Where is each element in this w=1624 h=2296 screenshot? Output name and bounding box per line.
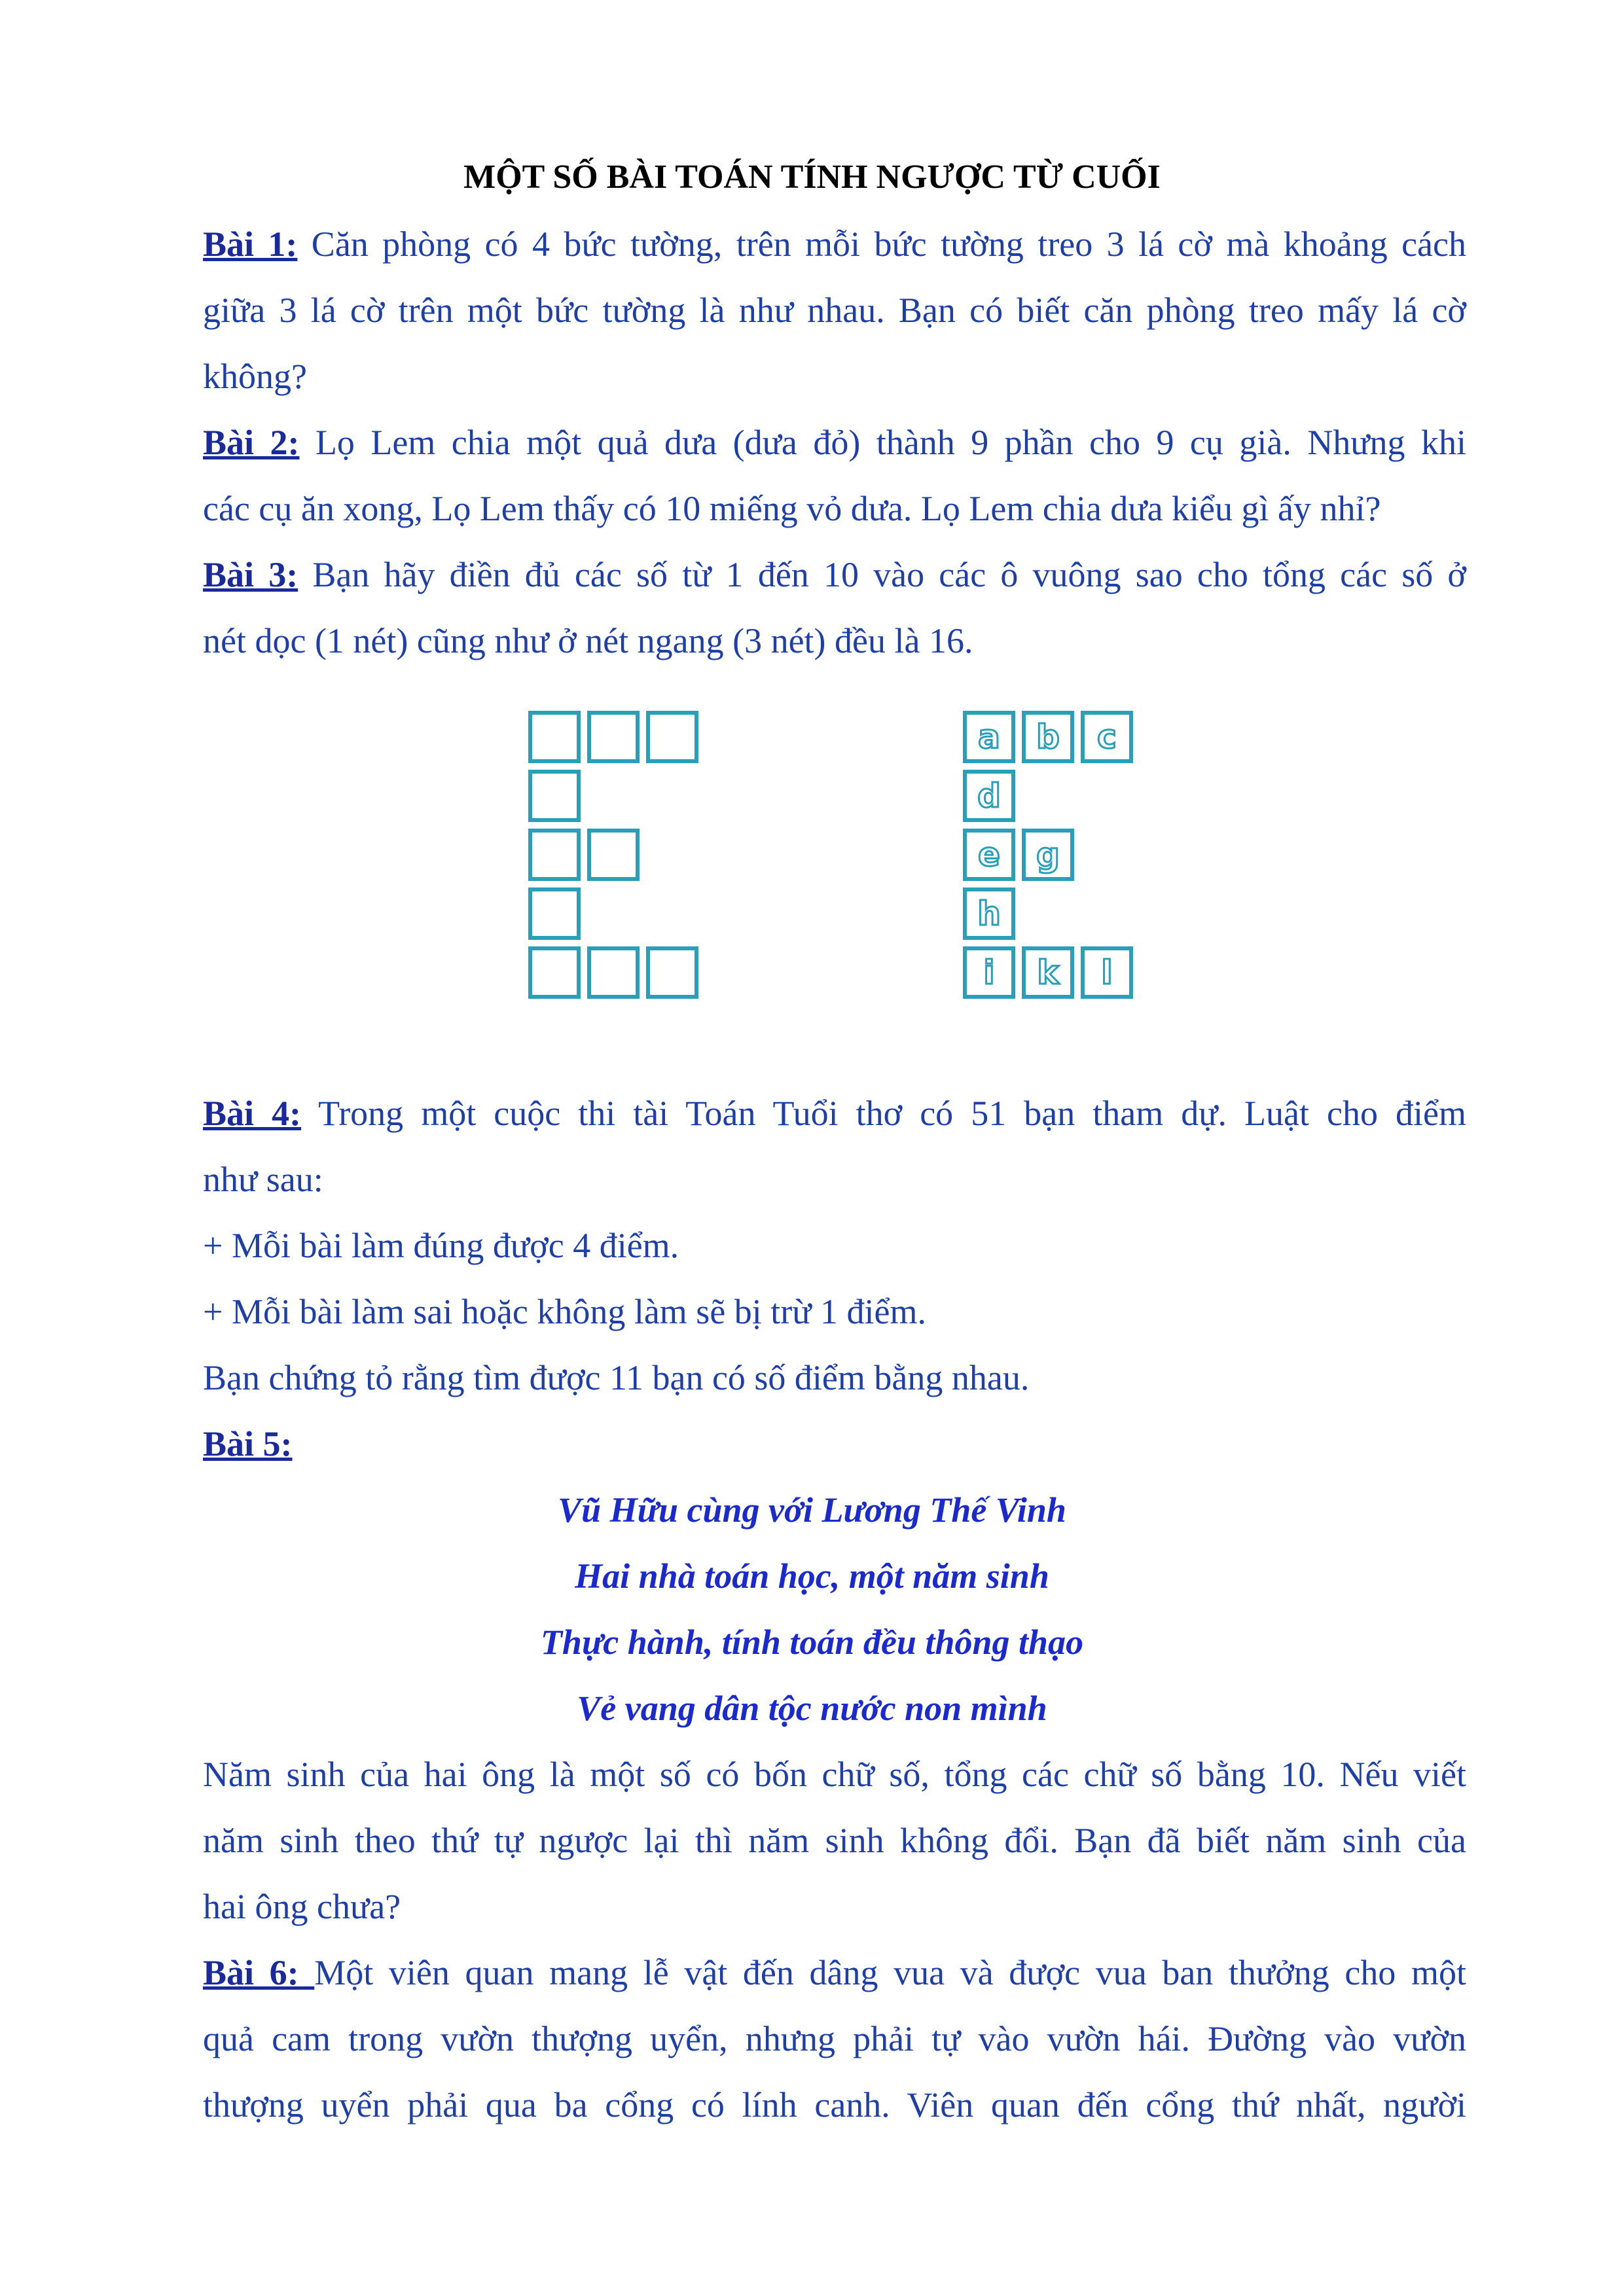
grid-cell-h: h — [963, 888, 1015, 940]
grid-cell-e: e — [963, 829, 1015, 881]
grid-cell-a: a — [963, 711, 1015, 763]
document-title: MỘT SỐ BÀI TOÁN TÍNH NGƯỢC TỪ CUỐI — [463, 158, 1161, 196]
bai4-line-3: + Mỗi bài làm đúng được 4 điểm. — [203, 1226, 679, 1265]
bai3-line-1 — [203, 552, 1466, 598]
bai4-line-5: Bạn chứng tỏ rằng tìm được 11 bạn có số điểm bằng nhau. — [203, 1358, 1030, 1397]
bai2-text-1: Lọ Lem chia một quả dưa (dưa đỏ) thành 9 phần cho 9 cụ già. Nhưng khi — [299, 423, 1466, 462]
bai1-line-2: giữa 3 lá cờ trên một bức tường là như nhau. Bạn có biết căn phòng treo mấy lá cờ — [203, 291, 1466, 330]
bai5-line-2: năm sinh theo thứ tự ngược lại thì năm sinh không đổi. Bạn đã biết năm sinh của — [203, 1821, 1466, 1860]
grid-cell — [587, 946, 640, 999]
bai6-line-3: thượng uyển phải qua ba cổng có lính canh. Viên quan đến cổng thứ nhất, người — [203, 2085, 1466, 2125]
bai1-label: Bài 1: — [203, 224, 298, 264]
bai2-line-2: các cụ ăn xong, Lọ Lem thấy có 10 miếng vỏ dưa. Lọ Lem chia dưa kiểu gì ấy nhỉ? — [203, 489, 1381, 528]
grid-cell-l: l — [1081, 946, 1133, 999]
bai4-line-4: + Mỗi bài làm sai hoặc không làm sẽ bị trừ 1 điểm. — [203, 1292, 927, 1331]
poem-line-4: Vẻ vang dân tộc nước non mình — [577, 1689, 1047, 1728]
bai3-text-1: Bạn hãy điền đủ các số từ 1 đến 10 vào các ô vuông sao cho tổng các số ở — [298, 555, 1466, 594]
grid-cell-i: i — [963, 946, 1015, 999]
bai3-line-2: nét dọc (1 nét) cũng như ở nét ngang (3 nét) đều là 16. — [203, 621, 973, 660]
grid-cell — [587, 829, 640, 881]
grid-cell — [646, 711, 698, 763]
bai1-text-1: Căn phòng có 4 bức tường, trên mỗi bức tường treo 3 lá cờ mà khoảng cách — [297, 224, 1466, 264]
grid-cell — [587, 711, 640, 763]
bai4-text-1: Trong một cuộc thi tài Toán Tuổi thơ có 51 bạn tham dự. Luật cho điểm — [301, 1094, 1467, 1133]
poem-line-3: Thực hành, tính toán đều thông thạo — [540, 1623, 1084, 1662]
grid-cell — [528, 829, 581, 881]
grid-cell — [528, 711, 581, 763]
bai4-line-1 — [203, 1090, 1466, 1136]
grid-cell — [646, 946, 698, 999]
grid-cell-b: b — [1022, 711, 1074, 763]
bai5-line-label — [203, 1421, 1466, 1467]
bai6-text-1: Một viên quan mang lễ vật đến dâng vua và được vua ban thưởng cho một — [314, 1953, 1466, 1992]
bai1-line-1 — [203, 221, 1466, 267]
bai2-line-1 — [203, 420, 1466, 465]
bai6-line-2: quả cam trong vườn thượng uyển, nhưng phải tự vào vườn hái. Đường vào vườn — [203, 2019, 1466, 2058]
grid-cell-g: g — [1022, 829, 1074, 881]
bai6-line-1 — [203, 1950, 1466, 1996]
grid-cell — [528, 946, 581, 999]
bai2-label: Bài 2: — [203, 423, 300, 462]
bai4-line-2: như sau: — [203, 1160, 323, 1199]
bai5-line-1: Năm sinh của hai ông là một số có bốn chữ số, tổng các chữ số bằng 10. Nếu viết — [203, 1755, 1466, 1794]
grid-cell-d: d — [963, 770, 1015, 822]
grid-cell-c: c — [1081, 711, 1133, 763]
grid-cell-k: k — [1022, 946, 1074, 999]
bai5-label: Bài 5: — [203, 1424, 293, 1463]
bai5-line-3: hai ông chưa? — [203, 1887, 401, 1926]
bai3-label: Bài 3: — [203, 555, 298, 594]
bai6-label: Bài 6: — [203, 1953, 315, 1992]
grid-cell — [528, 888, 581, 940]
grid-cell — [528, 770, 581, 822]
bai4-label: Bài 4: — [203, 1094, 302, 1133]
poem-line-1: Vũ Hữu cùng với Lương Thế Vinh — [558, 1490, 1066, 1530]
bai1-line-3: không? — [203, 357, 307, 396]
poem-line-2: Hai nhà toán học, một năm sinh — [575, 1556, 1049, 1596]
